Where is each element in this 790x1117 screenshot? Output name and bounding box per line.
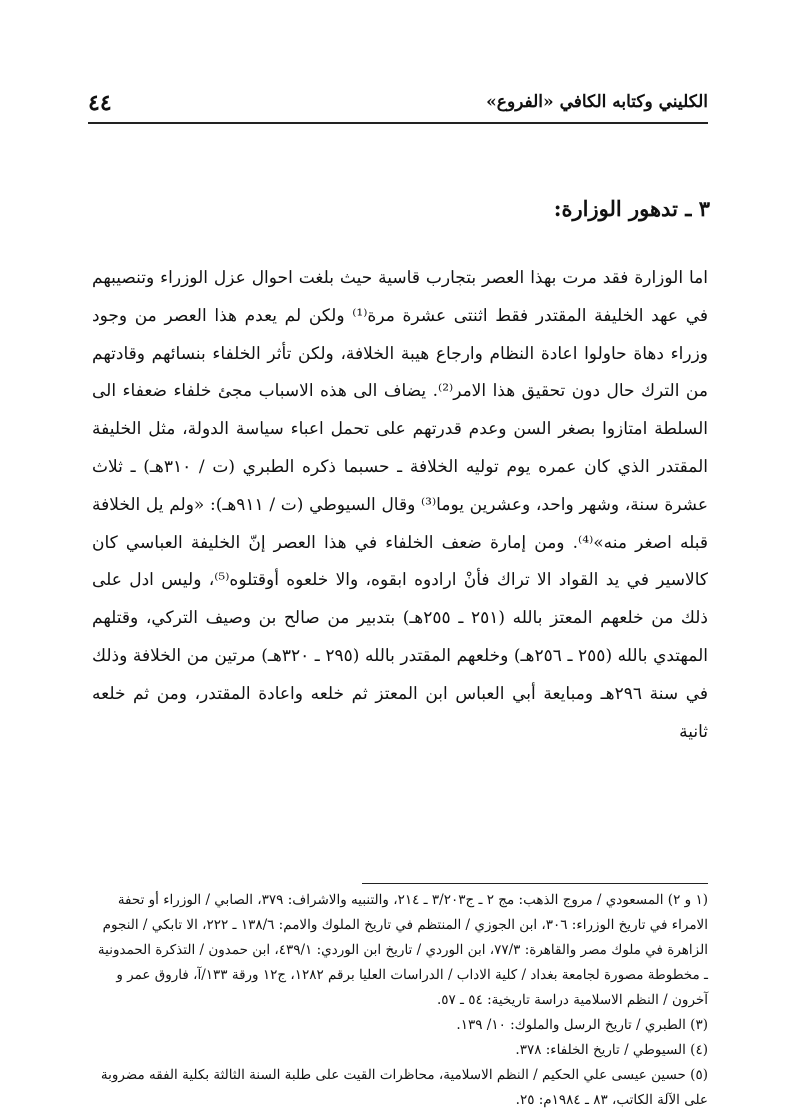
page-header xyxy=(88,88,708,124)
footnote-4: (٤) السيوطي / تاريخ الخلفاء: ٣٧٨. xyxy=(515,1042,708,1058)
footnote-3: (٣) الطبري / تاريخ الرسل والملوك: ١٠/ ١٣٩. xyxy=(456,1017,708,1033)
footnote-1-2: (١ و ٢) المسعودي / مروج الذهب: مج ٢ ـ ج٣/٢٠٣ ـ ٢١٤، والتنبيه والاشراف: ٣٧٩، الصابي / الوزراء أو تحفة الامراء في تاريخ الوزراء: ٣٠٦، ابن الجوزي / المنتظم في تاريخ الملوك والامم: ١٣٨/٦ ـ ٢٢٢، الا تابكي / النجوم الزاهرة في ملوك مصر والقاهرة: ٧٧/٣، ابن الوردي / تاريخ ابن الوردي: ٤٣٩/١، ابن حمدون / التذكرة الحمدونية ـ مخطوطة مصورة لجامعة بغداد / كلية الاداب / الدراسات العليا برقم ١٢٨٢، ج١٢ ورقة ١٣٣/آ، فاروق عمر و آخرون / النظم الاسلامية دراسة تاريخية: ٥٤ ـ ٥٧. xyxy=(97,892,708,1008)
section-heading: ٣ ـ تدهور الوزارة: xyxy=(553,196,710,221)
page-number: ٤٤ xyxy=(88,90,112,116)
body-paragraph: اما الوزارة فقد مرت بهذا العصر بتجارب قاسية حيث بلغت احوال عزل الوزراء وتنصيبهم في عهد الخليفة المقتدر فقط اثنتى عشرة مرة⁽¹⁾ ولكن لم يعدم هذا العصر من وجود وزراء دهاة حاولوا اعادة النظام وارجاع هيبة الخلافة، ولكن تأثر الخلفاء بنسائهم وقادتهم من الترك حال دون تحقيق هذا الامر⁽²⁾. يضاف الى هذه الاسباب مجئ خلفاء ضعفاء الى السلطة امتازوا بصغر السن وعدم قدرتهم على تحمل اعباء سياسة الدولة، مثل الخليفة المقتدر الذي كان عمره يوم توليه الخلافة ـ حسبما ذكره الطبري (ت / ٣١٠هـ) ـ ثلاث عشرة سنة، وشهر واحد، وعشرين يوما⁽³⁾ وقال السيوطي (ت / ٩١١هـ): «ولم يل الخلافة قبله اصغر منه»⁽⁴⁾. ومن إمارة ضعف الخلفاء في هذا العصر إنّ الخليفة العباسي كان كالاسير في يد القواد الا تراك فأنْ ارادوه ابقوه، والا خلعوه أوقتلوه⁽⁵⁾، وليس ادل على ذلك من خلعهم المعتز بالله (٢٥١ ـ ٢٥٥هـ) بتدبير من صالح بن وصيف التركي، وقتلهم المهتدي بالله (٢٥٥ ـ ٢٥٦هـ) وخلعهم المقتدر بالله (٢٩٥ ـ ٣٢٠هـ) مرتين من الخلافة وذلك في سنة ٢٩٦هـ ومبايعة أبي العباس ابن المعتز ثم خلعه واعادة المقتدر، ومن ثم خلعه ثانية xyxy=(92,268,709,742)
footnotes xyxy=(92,888,708,1113)
body-text xyxy=(92,260,708,751)
footnote-5: (٥) حسين عيسى علي الحكيم / النظم الاسلامية، محاظرات القيت على طلبة السنة الثالثة بكلية الفقه مضروبة على الآلة الكاتب، ٨٣ ـ ١٩٨٤م: ٢٥. xyxy=(100,1067,708,1108)
running-title: الكليني وكتابه الكافي «الفروع» xyxy=(486,92,708,112)
footnote-divider xyxy=(362,883,708,884)
